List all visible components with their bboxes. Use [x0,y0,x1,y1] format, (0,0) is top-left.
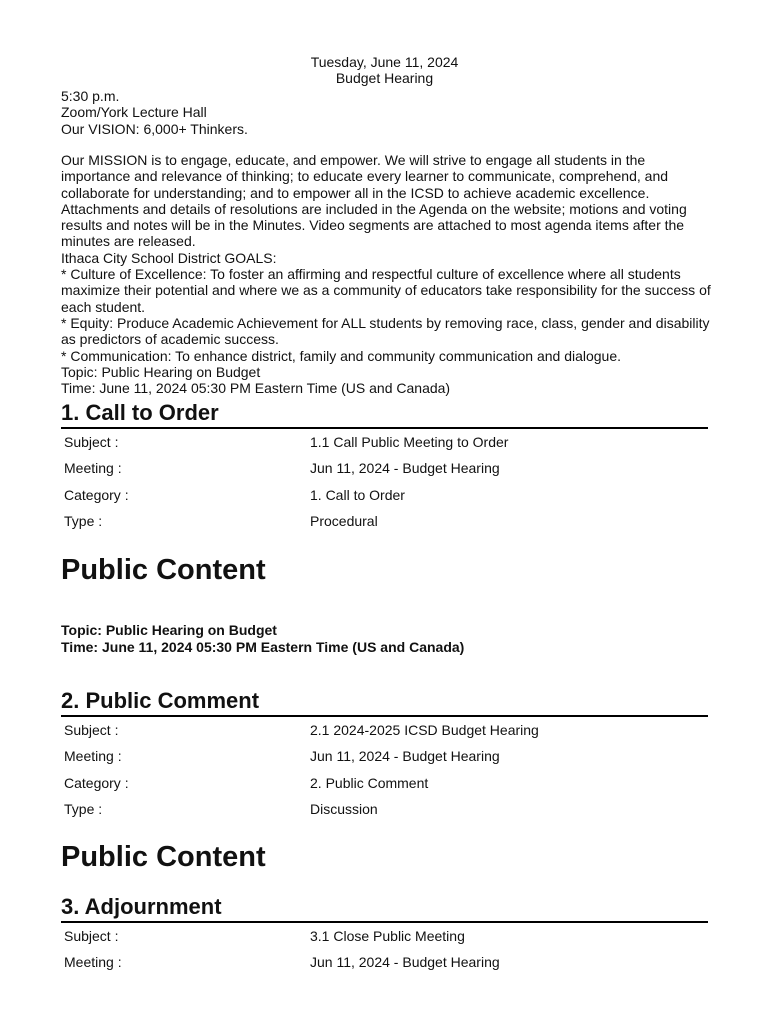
meeting-time: 5:30 p.m. [61,88,120,104]
public-content-heading: Public Content [61,841,266,873]
table-row [61,796,708,822]
mission-block [61,152,711,396]
mission-line: results and notes will be in the Minutes. Video segments are attached to most agenda items after the [61,217,685,234]
meeting-date: Tuesday, June 11, 2024 [310,54,459,70]
section-meta-table [61,717,708,822]
goal-line: * Communication: To enhance district, family and community communication and dialogue. [61,347,622,364]
public-time: Time: June 11, 2024 05:30 PM Eastern Time (US and Canada) [61,638,465,655]
row-label: Type : [64,801,103,818]
row-value: 3.1 Close Public Meeting [310,928,465,945]
row-value: Jun 11, 2024 - Budget Hearing [310,748,500,765]
meeting-location: Zoom/York Lecture Hall [61,104,207,121]
row-label: Type : [64,513,103,530]
goals-heading: Ithaca City School District GOALS: [61,249,277,266]
section-heading: 3. Adjournment [61,894,708,923]
row-value: Jun 11, 2024 - Budget Hearing [310,954,500,971]
goal-line: as predictors of academic success. [61,331,279,348]
public-content-details [61,622,464,655]
table-row [61,508,708,534]
goal-line: each student. [61,298,146,315]
public-topic: Topic: Public Hearing on Budget [61,622,277,638]
mission-line: Attachments and details of resolutions are included in the Agenda on the website; motions and voting [61,200,687,217]
section-call-to-order [61,400,708,534]
intro-block [61,88,248,137]
vision-statement: Our VISION: 6,000+ Thinkers. [61,120,248,137]
row-label: Meeting : [64,460,122,477]
row-value: Procedural [310,513,378,530]
section-meta-table [61,429,708,534]
row-label: Subject : [64,434,119,451]
row-value: 2. Public Comment [310,774,429,791]
table-row [61,717,708,743]
mission-line: collaborate for understanding; and to empower all in the ICSD to achieve academic excellence. [61,184,650,201]
table-row [61,923,708,949]
table-row [61,482,708,508]
table-row [61,429,708,455]
row-label: Category : [64,774,129,791]
goal-line: maximize their potential and where we as a community of educators take responsibility for the success of [61,282,711,299]
row-label: Subject : [64,928,119,945]
row-value: Discussion [310,801,378,818]
table-row [61,743,708,769]
meeting-title: Budget Hearing [335,70,434,86]
row-label: Meeting : [64,954,122,971]
section-meta-table [61,923,708,976]
row-value: Jun 11, 2024 - Budget Hearing [310,460,500,477]
table-row [61,770,708,796]
document-header [61,54,708,86]
table-row [61,455,708,481]
mission-line: minutes are released. [61,233,196,250]
topic-line: Topic: Public Hearing on Budget [61,363,261,380]
row-label: Category : [64,486,129,503]
mission-line: Our MISSION is to engage, educate, and empower. We will strive to engage all students in the [61,152,646,168]
mission-line: importance and relevance of thinking; to educate every learner to communicate, comprehend, and [61,168,669,185]
row-value: 2.1 2024-2025 ICSD Budget Hearing [310,722,539,739]
section-heading: 1. Call to Order [61,400,708,429]
section-heading: 2. Public Comment [61,688,708,717]
goal-line: * Culture of Excellence: To foster an affirming and respectful culture of excellence where all students [61,266,681,283]
section-public-comment [61,688,708,822]
table-row [61,949,708,975]
row-value: 1.1 Call Public Meeting to Order [310,434,509,451]
public-content-heading: Public Content [61,554,266,586]
time-line: Time: June 11, 2024 05:30 PM Eastern Time (US and Canada) [61,380,451,397]
row-label: Meeting : [64,748,122,765]
row-label: Subject : [64,722,119,739]
section-adjournment [61,894,708,976]
goal-line: * Equity: Produce Academic Achievement for ALL students by removing race, class, gender and disability [61,314,710,331]
row-value: 1. Call to Order [310,486,405,503]
